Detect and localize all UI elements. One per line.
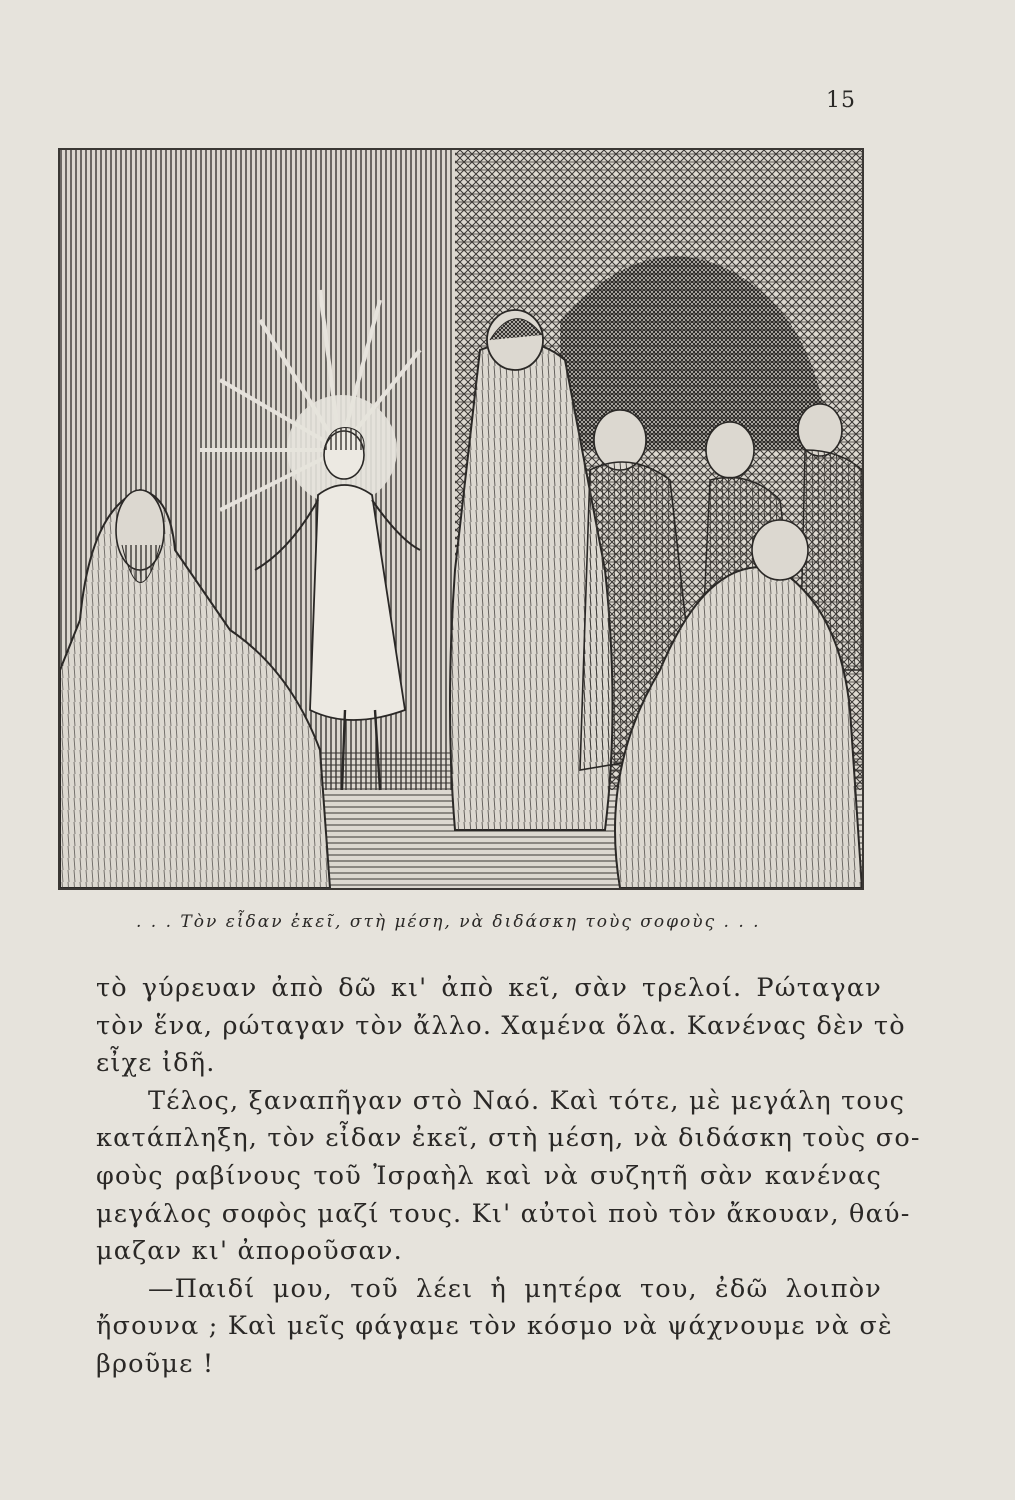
body-line: μεγάλος σοφὸς μαζί τους. Κι' αὐτοὶ ποὺ τὸν ἄκουαν, θαύ- <box>96 1198 911 1229</box>
page-number: 15 <box>826 88 856 113</box>
body-line: —Παιδί μου, τοῦ λέει ἡ μητέρα του, ἐδῶ λοιπὸν <box>148 1273 882 1304</box>
body-text <box>96 970 921 1384</box>
illustration-caption: . . . Τὸν εἶδαν ἐκεῖ, στὴ μέση, νὰ διδάσκη τοὺς σοφοὺς . . . <box>136 912 761 932</box>
body-line: Τέλος, ξαναπῆγαν στὸ Ναό. Καὶ τότε, μὲ μεγάλη τους <box>148 1085 906 1116</box>
body-line: φοὺς ραβίνους τοῦ Ἰσραὴλ καὶ νὰ συζητῆ σὰν κανένας <box>96 1160 882 1191</box>
body-line: τὸ γύρευαν ἀπὸ δῶ κι' ἀπὸ κεῖ, σὰν τρελοί. Ρώταγαν <box>96 973 882 1003</box>
body-line: εἶχε ἰδῆ. <box>96 1048 216 1079</box>
body-line: κατάπληξη, τὸν εἶδαν ἐκεῖ, στὴ μέση, νὰ διδάσκη τοὺς σο- <box>96 1123 921 1154</box>
body-line: μαζαν κι' ἀποροῦσαν. <box>96 1236 403 1267</box>
illustration <box>58 148 864 890</box>
body-line: τὸν ἕνα, ρώταγαν τὸν ἄλλο. Χαμένα ὅλα. Κανένας δὲν τὸ <box>96 1010 906 1041</box>
body-line: βροῦμε ! <box>96 1348 215 1379</box>
temple-scene-engraving <box>60 150 862 888</box>
body-line: ἤσουνα ; Καὶ μεῖς φάγαμε τὸν κόσμο νὰ ψάχνουμε νὰ σὲ <box>96 1311 893 1342</box>
